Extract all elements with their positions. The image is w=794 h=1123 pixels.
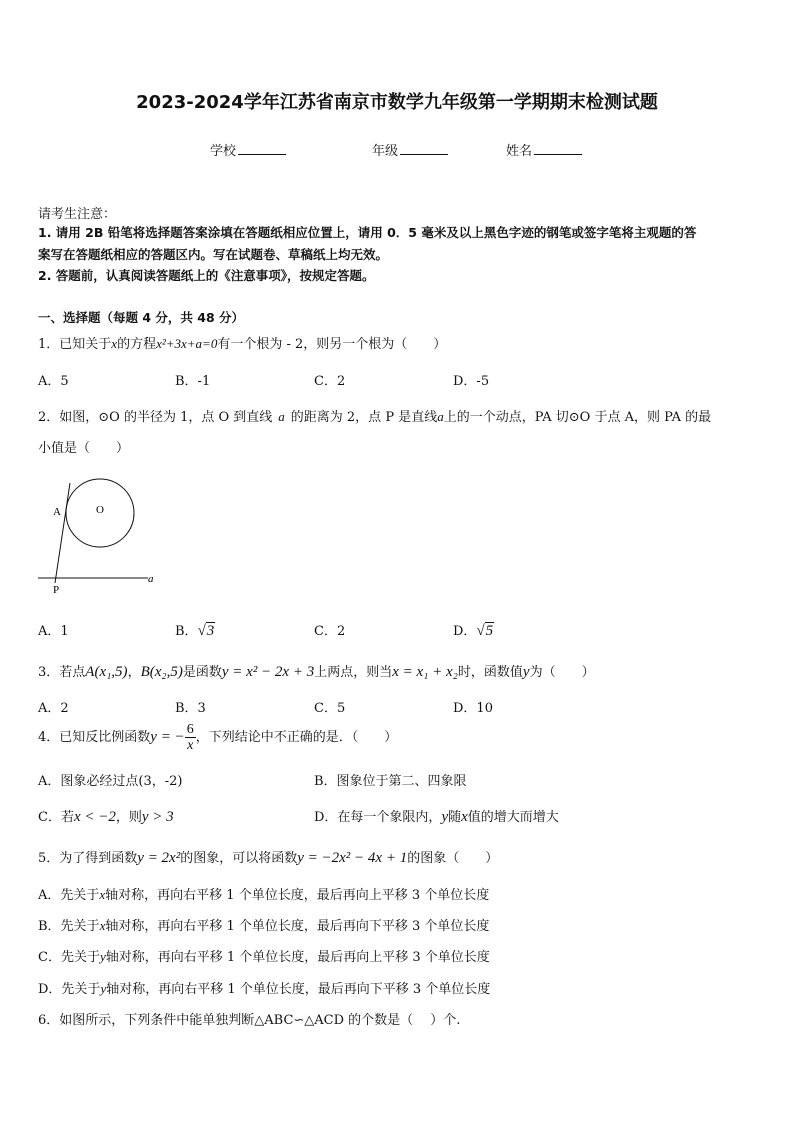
sqrt-3: √3: [197, 623, 215, 639]
q3-end: 为（ ）: [529, 665, 595, 680]
q5-option-b[interactable]: B．先关于x轴对称，再向右平移 1 个单位长度，最后再向下平移 3 个单位长度: [38, 918, 490, 934]
q3-option-d[interactable]: D．10: [453, 701, 493, 716]
q4-option-a[interactable]: A．图象必经过点(3，-2): [38, 774, 183, 789]
q4-pre: 4．已知反比例函数: [38, 730, 151, 745]
label-a: A: [53, 506, 61, 518]
question-3: [38, 661, 595, 681]
q1-option-d[interactable]: D．-5: [453, 374, 490, 389]
section-heading: 一、选择题（每题 4 分，共 48 分）: [38, 310, 245, 325]
q3-option-c[interactable]: C．5: [314, 701, 346, 716]
q5-f2: y = −2x² − 4x + 1: [297, 850, 408, 866]
q5-mid: 的图象，可以将函数: [180, 851, 298, 866]
q3-option-a[interactable]: A．2: [38, 701, 69, 716]
question-4: [38, 722, 397, 753]
q1-option-b[interactable]: B．-1: [175, 374, 211, 389]
q4-option-c[interactable]: [38, 806, 174, 826]
notice-line-2: 2. 答题前，认真阅读答题纸上的《注意事项》，按规定答题。: [38, 268, 375, 283]
label-o: O: [96, 504, 104, 516]
q3-condition: x = x₁ + x₂: [392, 664, 458, 680]
q1-equation: x²+3x+a=0: [156, 336, 218, 351]
q4-post: ，下列结论中不正确的是．（ ）: [195, 730, 398, 745]
name-label: 姓名: [506, 144, 533, 159]
q2-part2: 的距离为 2，点 P 是直线: [290, 410, 438, 425]
q1-var: x: [111, 336, 118, 351]
q2-option-b-label: B．: [175, 624, 198, 639]
q4-fraction: $\frac{6}{x}$: [186, 722, 194, 753]
question-1: [38, 333, 446, 352]
q4-c-res: y > 3: [141, 809, 174, 825]
q5-option-c[interactable]: C．先关于y轴对称，再向右平移 1 个单位长度，最后再向上平移 3 个单位长度: [38, 949, 490, 965]
q1-pre: 1．已知关于: [38, 337, 112, 352]
q3-mid2: 上两点，则当: [314, 665, 393, 680]
q2-line2: 小值是（ ）: [38, 441, 130, 456]
question-5: [38, 847, 498, 867]
label-line-a: a: [148, 573, 154, 585]
notice-heading: 请考生注意：: [38, 207, 117, 222]
page-title: 2023-2024学年江苏省南京市数学九年级第一学期期末检测试题: [136, 92, 658, 113]
q2-part1: 2．如图，⊙O 的半径为 1，点 O 到直线: [38, 410, 273, 425]
name-field[interactable]: [506, 140, 582, 159]
question-2: [38, 406, 711, 425]
q5-post: 的图象（ ）: [407, 851, 499, 866]
q3-pre: 3．若点: [38, 665, 86, 680]
grade-field[interactable]: [372, 140, 448, 159]
q3-point-b: B(x₂,5): [140, 664, 183, 680]
q3-point-a: A(x₁,5): [85, 664, 128, 680]
q2-part3: 上的一个动点，PA 切⊙O 于点 A，则 PA 的最: [443, 410, 712, 425]
grade-label: 年级: [372, 144, 399, 159]
q2-option-c[interactable]: C．2: [314, 624, 346, 639]
tangent-pa: [55, 483, 70, 583]
q3-y: y: [522, 664, 530, 680]
q3-option-b[interactable]: B．3: [175, 701, 206, 716]
q2-option-a[interactable]: A．1: [38, 624, 69, 639]
q3-mid: 是函数: [182, 665, 222, 680]
q4-c-mid: ，则: [115, 810, 142, 825]
q2-line-a: a: [278, 409, 285, 424]
q2-line-a-2: a: [437, 409, 444, 424]
q4-d-pre: D．在每一个象限内，: [314, 810, 442, 825]
school-field[interactable]: [210, 140, 286, 159]
q1-option-c[interactable]: C．2: [314, 374, 346, 389]
notice-line-1: 1. 请用 2B 铅笔将选择题答案涂填在答题纸相应位置上，请用 0．5 毫米及以上黑色字迹的钢笔或签字笔将主观题的答: [38, 225, 697, 240]
q4-d-mid: 随: [448, 810, 462, 825]
q4-c-cond: x < −2: [73, 809, 116, 825]
notice-line-1b: 案写在答题纸相应的答题区内。写在试题卷、草稿纸上均无效。: [38, 247, 389, 262]
q2-option-d[interactable]: [453, 620, 494, 640]
school-label: 学校: [210, 144, 237, 159]
q5-option-d[interactable]: D．先关于y轴对称，再向右平移 1 个单位长度，最后再向下平移 3 个单位长度: [38, 981, 491, 997]
question-6: 6．如图所示，下列条件中能单独判断△ABC∽△ACD 的个数是（ ）个.: [38, 1013, 461, 1028]
q4-d-x: x: [461, 809, 468, 825]
q3-function: y = x² − 2x + 3: [221, 664, 315, 680]
q5-pre: 5．为了得到函数: [38, 851, 138, 866]
q3-post: 时，函数值: [457, 665, 523, 680]
label-p: P: [53, 584, 60, 596]
q1-post: 有一个根为 - 2，则另一个根为（ ）: [217, 337, 447, 352]
q4-d-y: y: [441, 809, 449, 825]
q2-option-d-label: D．: [453, 624, 477, 639]
q5-f1: y = 2x²: [137, 850, 181, 866]
q4-lhs: y = −: [150, 729, 185, 745]
q2-figure: [30, 475, 170, 600]
q2-option-b[interactable]: [175, 620, 215, 640]
q4-d-post: 值的增大而增大: [467, 810, 559, 825]
q4-option-b[interactable]: B．图象位于第二、四象限: [314, 774, 467, 789]
q3-comma: ，: [127, 665, 141, 680]
q4-c-pre: C．若: [38, 810, 74, 825]
sqrt-5: √5: [476, 623, 494, 639]
q4-option-d[interactable]: [314, 806, 559, 826]
q5-option-a[interactable]: A．先关于x轴对称，再向右平移 1 个单位长度，最后再向上平移 3 个单位长度: [38, 887, 490, 903]
q1-option-a[interactable]: A．5: [38, 374, 69, 389]
q1-mid: 的方程: [117, 337, 157, 352]
